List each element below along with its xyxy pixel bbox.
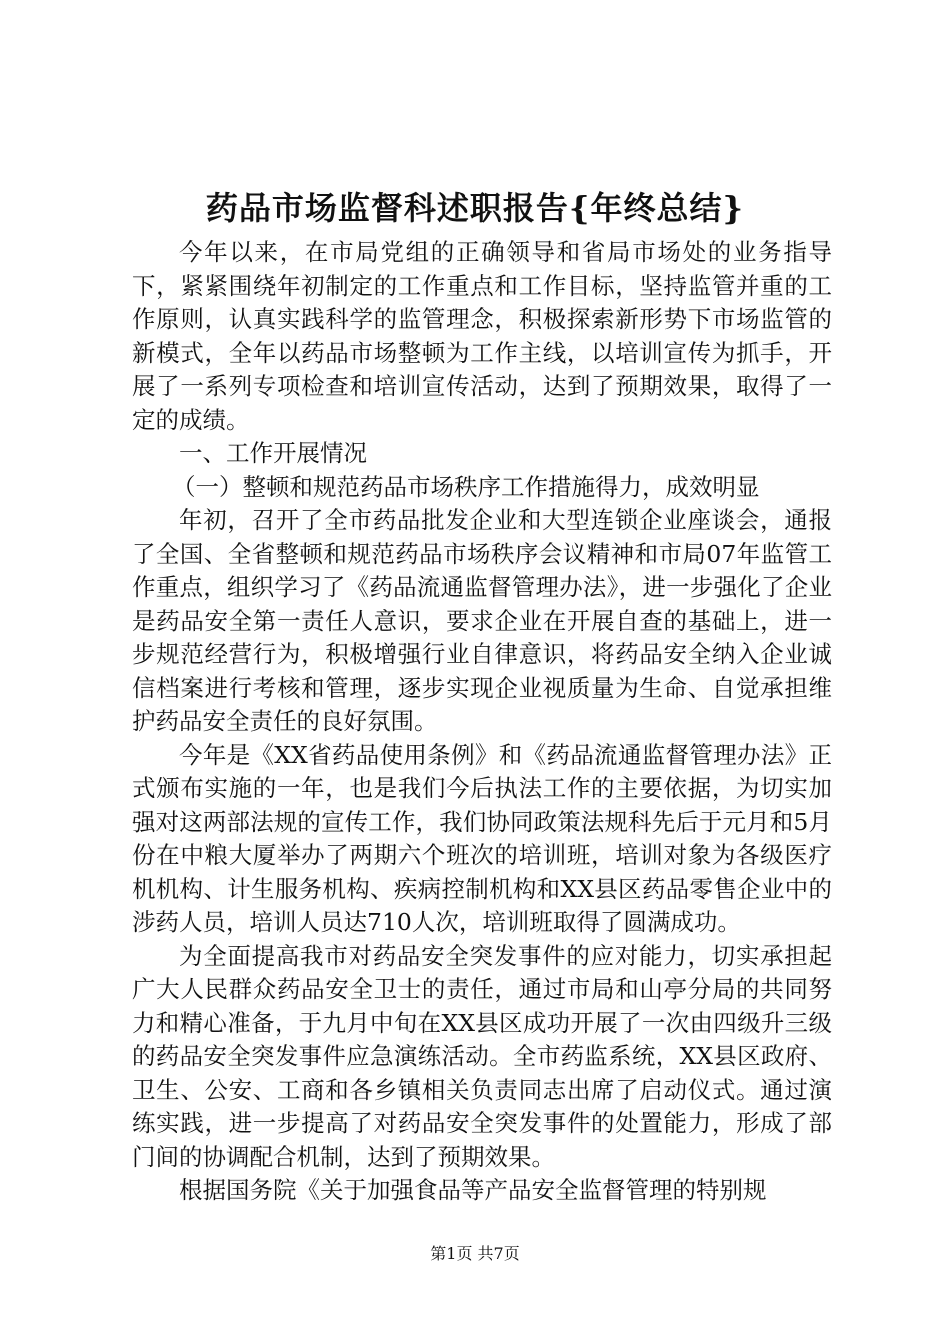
paragraph-intro: 今年以来，在市局党组的正确领导和省局市场处的业务指导下，紧紧围绕年初制定的工作重点和工作目标，坚持监管并重的工作原则，认真实践科学的监管理念，积极探索新形势下市场监管的新模式，全年以药品市场整顿为工作主线，以培训宣传为抓手，开展了一系列专项检查和培训宣传活动，达到了预期效果，取得了一定的成绩。	[132, 238, 832, 434]
document-title: 药品市场监督科述职报告{年终总结}	[205, 189, 745, 227]
subsection-heading: （一）整顿和规范药品市场秩序工作措施得力，成效明显	[172, 472, 760, 501]
page-footer: 第1页 共7页	[430, 1244, 520, 1263]
paragraph-meeting: 年初，召开了全市药品批发企业和大型连锁企业座谈会，通报了全国、全省整顿和规范药品市场秩序会议精神和市局07年监管工作重点，组织学习了《药品流通监督管理办法》，进一步强化了企业是药品安全第一责任人意识，要求企业在开展自查的基础上，进一步规范经营行为，积极增强行业自律意识，将药品安全纳入企业诚信档案进行考核和管理，逐步实现企业视质量为生命、自觉承担维护药品安全责任的良好氛围。	[132, 506, 832, 735]
paragraph-emergency-drill: 为全面提高我市对药品安全突发事件的应对能力，切实承担起广大人民群众药品安全卫士的责任，通过市局和山亭分局的共同努力和精心准备，于九月中旬在XX县区成功开展了一次由四级升三级的药品安全突发事件应急演练活动。全市药监系统，XX县区政府、卫生、公安、工商和各乡镇相关负责同志出席了启动仪式。通过演练实践，进一步提高了对药品安全突发事件的处置能力，形成了部门间的协调配合机制，达到了预期效果。	[132, 941, 832, 1171]
paragraph-state-council: 根据国务院《关于加强食品等产品安全监督管理的特别规	[179, 1176, 767, 1204]
document-body	[132, 236, 832, 1208]
paragraph-training: 今年是《XX省药品使用条例》和《药品流通监督管理办法》正式颁布实施的一年，也是我们今后执法工作的主要依据，为切实加强对这两部法规的宣传工作，我们协同政策法规科先后于元月和5月份在中粮大厦举办了两期六个班次的培训班，培训对象为各级医疗机机构、计生服务机构、疾病控制机构和XX县区药品零售企业中的涉药人员，培训人员达710人次，培训班取得了圆满成功。	[132, 740, 832, 936]
section-heading: 一、工作开展情况	[179, 439, 367, 467]
